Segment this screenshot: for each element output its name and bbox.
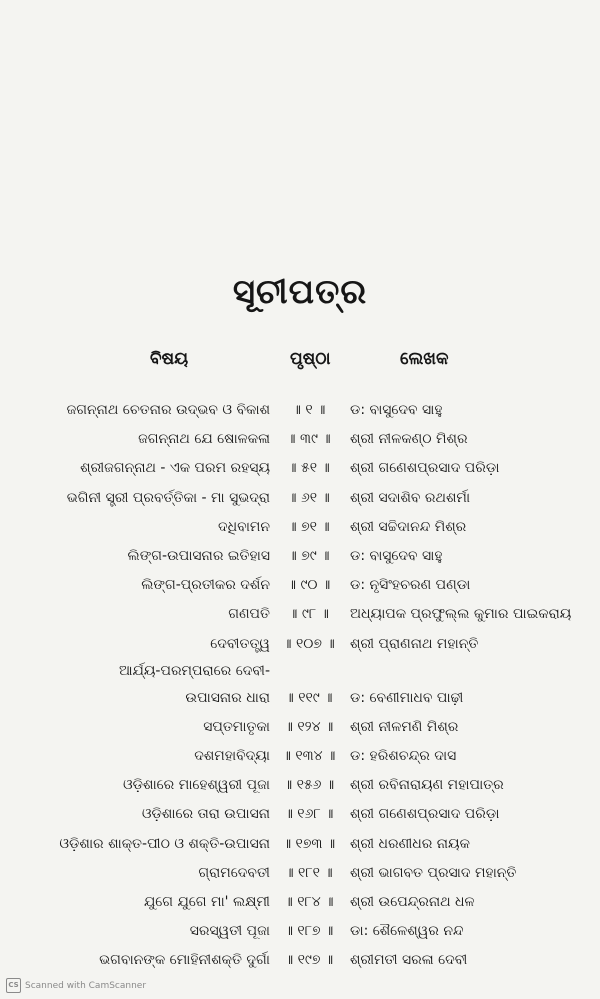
toc-entry — [0, 713, 600, 742]
toc-entry — [0, 571, 600, 600]
toc-subject: ଦେବୀତତ୍ତ୍ୱ — [210, 635, 270, 652]
toc-subject: ଯୁଗେ ଯୁଗେ ମା' ଲକ୍ଷ୍ମୀ — [143, 894, 270, 910]
toc-author: ଶ୍ରୀ ନୀଳକଣ୍ଠ ମିଶ୍ର — [350, 431, 468, 448]
toc-entry — [0, 830, 600, 859]
toc-author: ଡ: ବାସୁଦେବ ସାହୁ — [350, 547, 443, 564]
toc-page-number: ॥ ୧୭୩ ॥ — [282, 835, 336, 852]
toc-entry — [0, 917, 600, 946]
toc-subject: ଗ୍ରାମଦେବତୀ — [198, 864, 270, 881]
column-header-author: ଲେଖକ — [400, 349, 449, 369]
toc-subject: ଶ୍ରୀଜଗନ୍ନାଥ - ଏକ ପରମ ରହସ୍ୟ — [80, 460, 270, 477]
toc-page-number: ॥ ୩୯ ॥ — [287, 431, 331, 448]
toc-author: ଶ୍ରୀ ରବିନାରାୟଣ ମହାପାତ୍ର — [350, 777, 504, 794]
toc-author: ଡ: ବେଣୀମାଧବ ପାଢ଼ୀ — [350, 689, 464, 706]
toc-author: ଡ: ନୃସିଂହଚରଣ ପଣ୍ଡା — [350, 577, 471, 594]
toc-entry — [0, 425, 600, 454]
toc-subject: ଭଗିନୀ ସ୍ତ୍ରୀ ପ୍ରବର୍ତ୍ତିକା - ମା ସୁଭଦ୍ରା — [66, 489, 270, 506]
toc-page-number: ॥ ୧୨୪ ॥ — [284, 718, 334, 735]
toc-page-number: ॥ ୯୮ ॥ — [289, 606, 329, 623]
toc-author: ଶ୍ରୀ ନୀଳମଣି ମିଶ୍ର — [350, 718, 459, 735]
toc-subject: ସପ୍ତମାତୃକା — [203, 718, 270, 735]
toc-subject: ଓଡ଼ିଶାର ଶାକ୍ତ-ପୀଠ ଓ ଶକ୍ତି-ଉପାସନା — [59, 835, 270, 852]
toc-author: ଶ୍ରୀ ଧରଣୀଧର ନାୟକ — [350, 835, 470, 852]
toc-page-number: ॥ ୬୧ ॥ — [288, 489, 330, 506]
toc-page-number: ॥ ୫୧ ॥ — [288, 460, 330, 477]
table-of-contents — [0, 396, 600, 976]
toc-subject: ଓଡ଼ିଶାରେ ମାହେଶ୍ୱରୀ ପୂଜା — [123, 777, 270, 794]
toc-entry — [0, 742, 600, 771]
toc-page-number: ॥ ୭୯ ॥ — [288, 547, 330, 564]
toc-subject: ଉପାସନାର ଧାରା — [185, 689, 270, 706]
toc-author: ଶ୍ରୀ ଉପେନ୍ଦ୍ରନାଥ ଧଳ — [350, 894, 475, 910]
toc-author: ଶ୍ରୀ ଗଣେଶପ୍ରସାଦ ପରିଡ଼ା — [350, 806, 500, 823]
toc-entry — [0, 630, 600, 659]
toc-page-number: ॥ ୧୧୯ ॥ — [285, 689, 333, 706]
toc-author: ଶ୍ରୀ ସଚ୍ଚିଦାନନ୍ଦ ମିଶ୍ର — [350, 518, 467, 535]
toc-page-number: ॥ ୭୧ ॥ — [288, 518, 330, 535]
toc-entry — [0, 859, 600, 888]
toc-entry — [0, 396, 600, 425]
toc-author: ଶ୍ରୀ ପ୍ରାଣନାଥ ମହାନ୍ତି — [350, 635, 479, 652]
toc-author: ଶ୍ରୀ ସଦାଶିବ ରଥଶର୍ମା — [350, 489, 471, 506]
toc-entry — [0, 600, 600, 629]
toc-page-number: ॥ ୯୦ ॥ — [287, 577, 331, 594]
column-header-subject: ବିଷୟ — [150, 349, 189, 369]
toc-page-number: ॥ ୧୯୭ ॥ — [284, 952, 334, 969]
toc-entry — [0, 684, 600, 713]
page-title: ସୂଚୀପତ୍ର — [232, 272, 368, 312]
toc-entry — [0, 771, 600, 800]
toc-subject: ଜଗନ୍ନାଥ ଚେତନାର ଉଦ୍ଭବ ଓ ବିକାଶ — [66, 402, 270, 418]
toc-entry — [0, 946, 600, 975]
toc-subject: ଜଗନ୍ନାଥ ଯେ ଷୋଳକଳା — [138, 431, 270, 448]
toc-subject: ଗଣପତି — [228, 606, 270, 623]
toc-subject: ଦଶମହାବିଦ୍ୟା — [194, 748, 270, 765]
toc-entry — [0, 513, 600, 542]
toc-entry — [0, 454, 600, 483]
toc-entry — [0, 659, 600, 684]
toc-page-number: ॥ ୧୩୪ ॥ — [282, 748, 336, 765]
toc-author: ଶ୍ରୀ ଗଣେଶପ୍ରସାଦ ପରିଡ଼ା — [350, 460, 500, 477]
toc-subject: ସରସ୍ୱତୀ ପୂଜା — [189, 923, 270, 940]
toc-subject: ଲିଙ୍ଗ-ଉପାସନାର ଇତିହାସ — [127, 547, 270, 564]
toc-subject: ଆର୍ଯ୍ୟ-ପରମ୍ପରାରେ ଦେବୀ- — [119, 662, 270, 679]
toc-author: ଶ୍ରୀମତୀ ସରଳା ଦେବୀ — [350, 952, 468, 969]
toc-subject: ଭଗବାନଙ୍କ ମୋହିନୀଶକ୍ତି ଦୁର୍ଗା — [99, 952, 270, 969]
toc-subject: ଲିଙ୍ଗ-ପ୍ରତୀକର ଦର୍ଶନ — [141, 577, 270, 594]
toc-page-number: ॥ ୧୫୬ ॥ — [283, 777, 335, 794]
toc-page-number: ॥ ୧୮୧ ॥ — [285, 864, 333, 881]
column-header-page: ପୃଷ୍ଠା — [290, 349, 331, 369]
toc-entry — [0, 542, 600, 571]
toc-author: ଶ୍ରୀ ଭାଗବତ ପ୍ରସାଦ ମହାନ୍ତି — [350, 864, 517, 881]
toc-author: ଅଧ୍ୟାପକ ପ୍ରଫୁଲ୍ଲ କୁମାର ପାଇକରାୟ — [350, 606, 572, 623]
toc-entry — [0, 888, 600, 917]
toc-page-number: ॥ ୧ ॥ — [292, 402, 326, 418]
toc-entry — [0, 484, 600, 513]
toc-page-number: ॥ ୧୬୮ ॥ — [284, 806, 334, 823]
toc-page-number: ॥ ୧୮୪ ॥ — [284, 894, 334, 910]
toc-author: ଡ: ବାସୁଦେବ ସାହୁ — [350, 402, 443, 418]
toc-subject: ଓଡ଼ିଶାରେ ତାରା ଉପାସନା — [141, 806, 270, 823]
scanner-watermark — [6, 978, 146, 993]
toc-entry — [0, 800, 600, 829]
toc-subject: ଦଧିବାମନ — [218, 518, 270, 535]
toc-page-number: ॥ ୧୮୭ ॥ — [284, 923, 334, 940]
toc-page-number: ॥ ୧୦୭ ॥ — [283, 635, 335, 652]
toc-author: ଡା: ଶୈଳେଶ୍ୱର ନନ୍ଦ — [350, 923, 464, 940]
watermark-text: Scanned with CamScanner — [25, 980, 147, 991]
camscanner-logo-icon: CS — [6, 978, 21, 993]
toc-author: ଡ: ହରିଶଚନ୍ଦ୍ର ଦାସ — [350, 748, 457, 765]
